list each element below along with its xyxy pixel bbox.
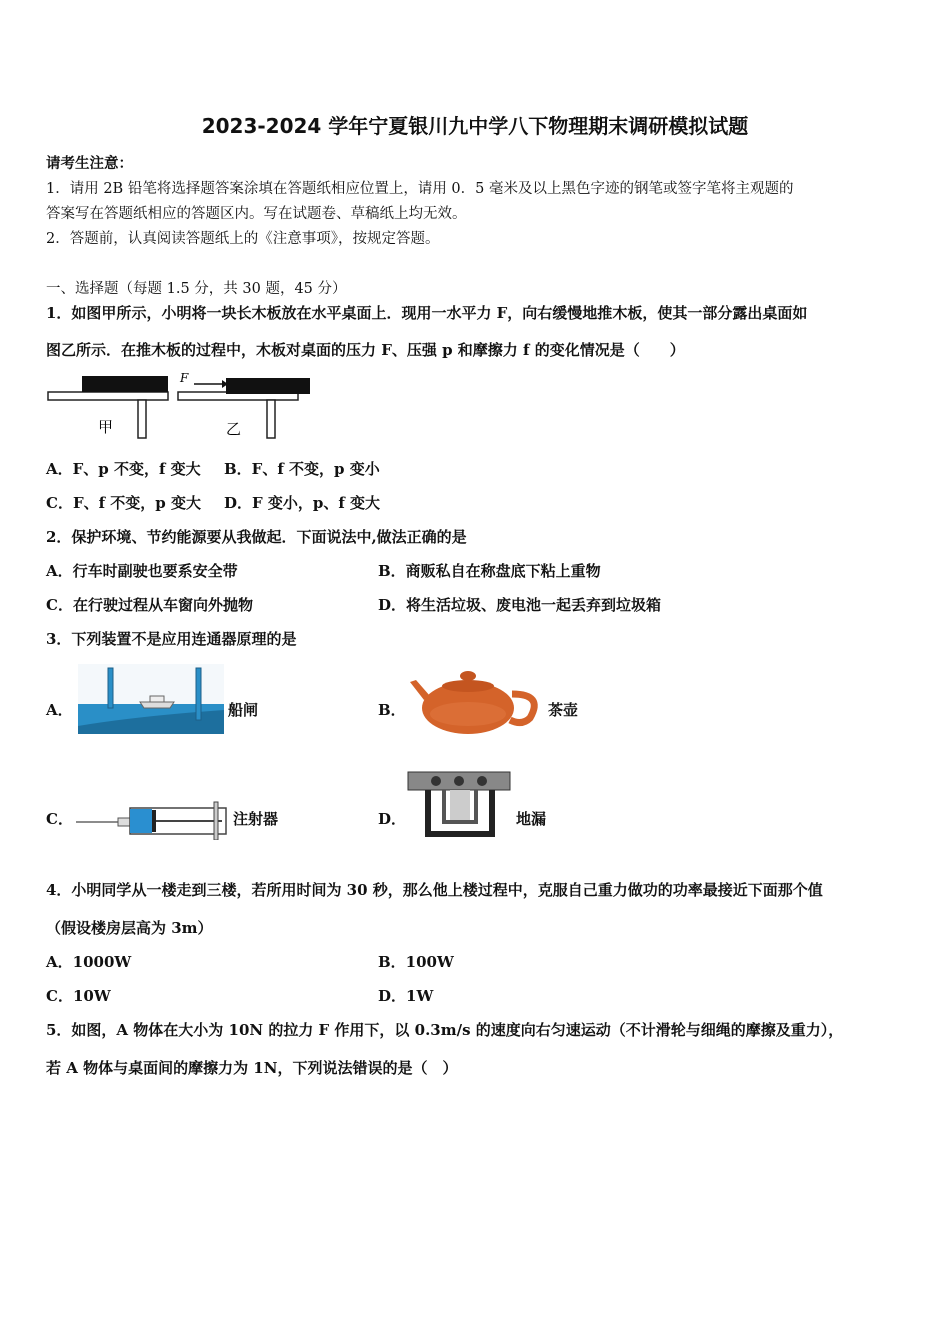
q5-stem-line-1: 5．如图，A 物体在大小为 10N 的拉力 F 作用下，以 0.3m/s 的速度向右匀速运动（不计滑轮与细绳的摩擦及重力），	[46, 1021, 844, 1039]
q3-option-a-label: 船闸	[228, 701, 259, 719]
ship-lock-image	[78, 664, 224, 734]
table-a-leg	[138, 400, 146, 438]
notice-line-2: 2．答题前，认真阅读答题纸上的《注意事项》，按规定答题。	[46, 231, 440, 247]
fig-label-a: 甲	[98, 418, 114, 436]
q1-option-a[interactable]: A．F、p 不变，f 变大	[46, 460, 201, 478]
syringe-plunger-head	[152, 810, 156, 832]
q3-option-b-label: 茶壶	[548, 701, 579, 719]
q3-option-d-letter[interactable]: D．	[378, 810, 407, 828]
table-b-leg	[267, 400, 275, 438]
q2-option-a[interactable]: A．行车时副驶也要系安全带	[46, 562, 238, 580]
page-title: 2023-2024 学年宁夏银川九中学八下物理期末调研模拟试题	[201, 114, 749, 138]
q2-option-b[interactable]: B．商贩私自在称盘底下粘上重物	[378, 562, 601, 580]
force-label: F	[180, 371, 189, 385]
q1-figure	[46, 370, 314, 445]
q4-option-a[interactable]: A．1000W	[46, 953, 132, 971]
ship-icon	[140, 702, 174, 708]
q3-option-c-letter[interactable]: C．	[46, 810, 73, 828]
q5-stem-line-2: 若 A 物体与桌面间的摩擦力为 1N，下列说法错误的是（ ）	[46, 1059, 458, 1077]
q3-stem: 3．下列装置不是应用连通器原理的是	[46, 630, 297, 648]
q2-option-c[interactable]: C．在行驶过程从车窗向外抛物	[46, 596, 253, 614]
board-a	[82, 376, 168, 392]
q4-option-b[interactable]: B．100W	[378, 953, 454, 971]
table-a-top	[48, 392, 168, 400]
q1-option-c[interactable]: C．F、f 不变，p 变大	[46, 494, 201, 512]
section-heading: 一、选择题（每题 1.5 分，共 30 题，45 分）	[46, 281, 347, 297]
teapot-image	[406, 656, 548, 738]
syringe-liquid	[130, 809, 152, 833]
q2-stem: 2．保护环境、节约能源要从我做起．下面说法中,做法正确的是	[46, 528, 467, 546]
q1-stem-line-2: 图乙所示．在推木板的过程中，木板对桌面的压力 F、压强 p 和摩擦力 f 的变化情况是（ ）	[46, 341, 685, 359]
notice-line-1: 1．请用 2B 铅笔将选择题答案涂填在答题纸相应位置上，请用 0．5 毫米及以上黑色字迹的钢笔或签字笔将主观题的	[46, 181, 794, 197]
syringe-image	[72, 796, 232, 840]
q4-option-d[interactable]: D．1W	[378, 987, 434, 1005]
floor-drain-image	[406, 770, 512, 842]
q1-option-d[interactable]: D．F 变小，p、f 变大	[224, 494, 381, 512]
lock-gate-2	[196, 668, 201, 720]
q1-stem-line-1: 1．如图甲所示，小明将一块长木板放在水平桌面上．现用一水平力 F，向右缓慢地推木板，使其一部分露出桌面如	[46, 304, 808, 322]
q3-option-a-letter[interactable]: A．	[46, 701, 73, 719]
notice-heading: 请考生注意：	[46, 155, 133, 172]
q3-option-d-label: 地漏	[516, 810, 547, 828]
q4-option-c[interactable]: C．10W	[46, 987, 111, 1005]
q3-option-b-letter[interactable]: B．	[378, 701, 406, 719]
notice-line-1b: 答案写在答题纸相应的答题区内。写在试题卷、草稿纸上均无效。	[46, 206, 467, 222]
teapot-lid-knob	[460, 671, 476, 681]
teapot-spout	[410, 680, 430, 700]
q1-option-b[interactable]: B．F、f 不变，p 变小	[224, 460, 380, 478]
fig-label-b: 乙	[226, 420, 242, 438]
board-b	[226, 378, 310, 394]
q2-option-d[interactable]: D．将生活垃圾、废电池一起丢弃到垃圾箱	[378, 596, 662, 614]
q3-option-c-label: 注射器	[233, 810, 279, 828]
lock-gate-1	[108, 668, 113, 708]
q4-stem-line-1: 4．小明同学从一楼走到三楼，若所用时间为 30 秒，那么他上楼过程中，克服自己重力做功的功率最接近下面那个值	[46, 881, 823, 899]
q4-stem-line-2: （假设楼房层高为 3m）	[46, 919, 213, 937]
